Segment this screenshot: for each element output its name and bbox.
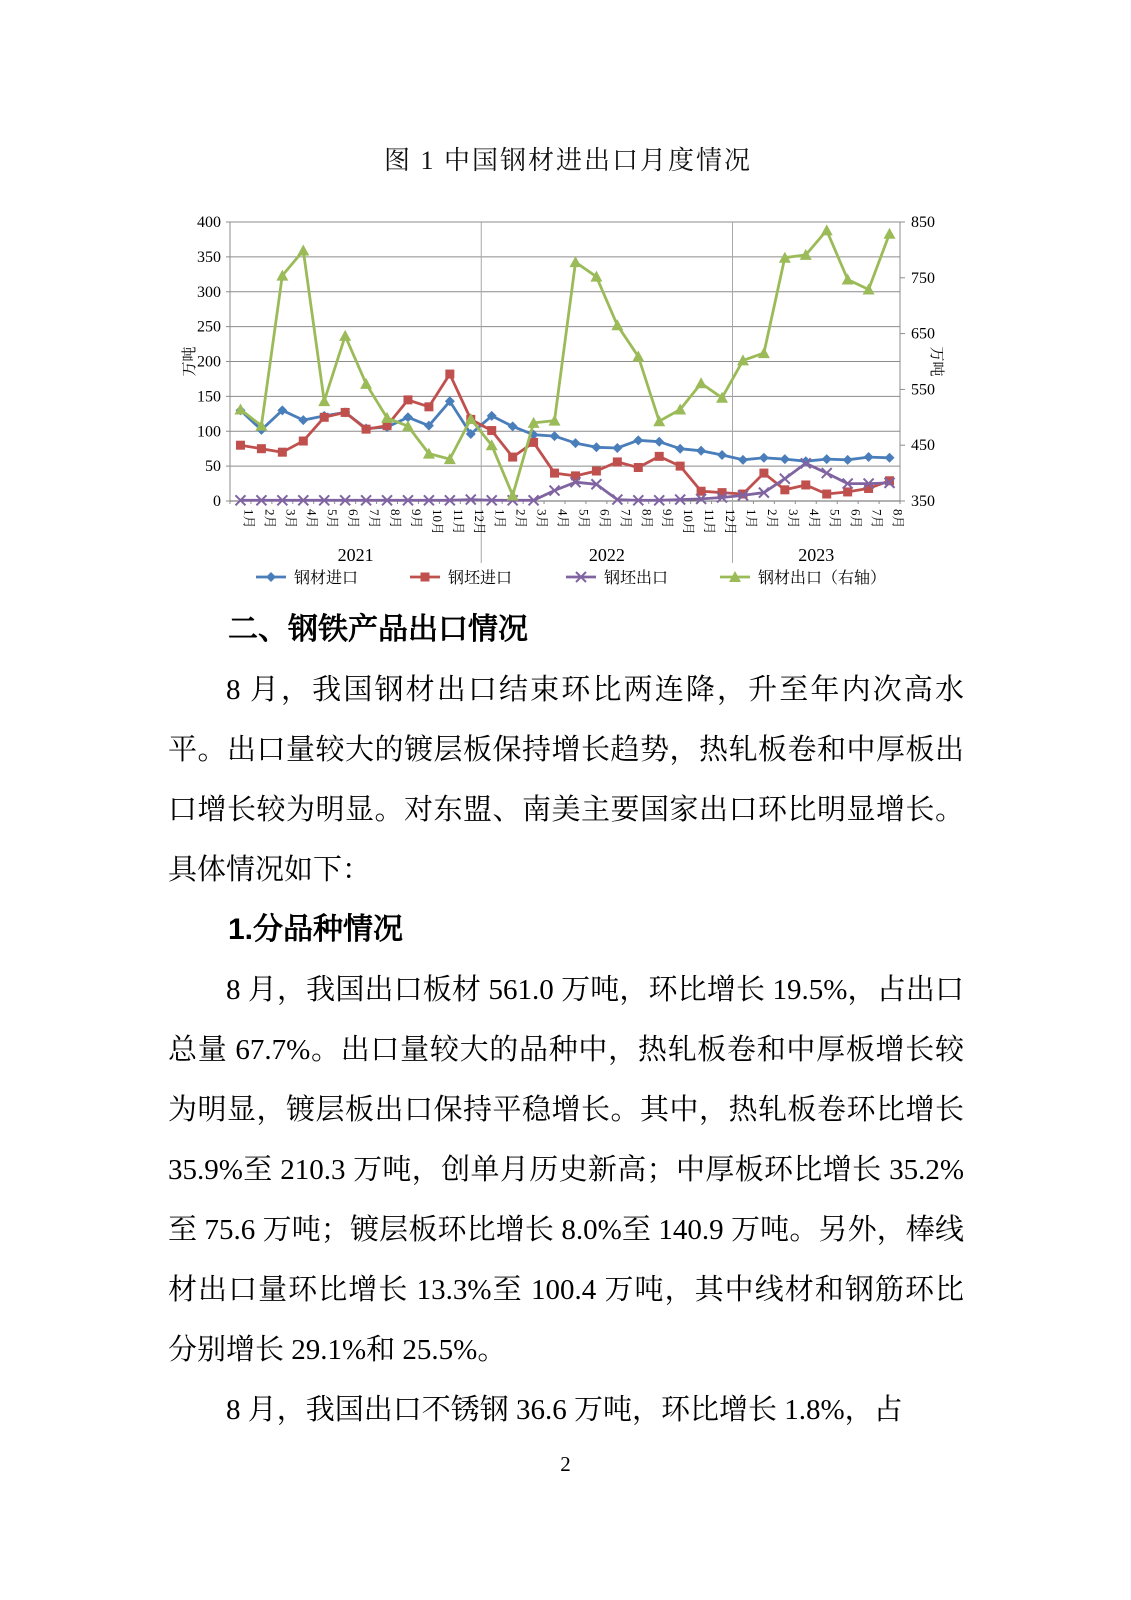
steel-import-export-chart (178, 184, 958, 596)
series-marker (801, 480, 810, 489)
series-marker (403, 395, 412, 404)
series-marker (654, 437, 664, 447)
month-label: 5月 (827, 509, 843, 529)
right-axis-tick-label: 450 (911, 437, 935, 455)
paragraph-by-variety: 8 月，我国出口板材 561.0 万吨，环比增长 19.5%，占出口总量 67.7%。出口量较大的品种中，热轧板卷和中厚板增长较为明显，镀层板出口保持平稳增长。其中，热轧板卷环比增长 35.9%至 210.3 万吨，创单月历史新高；中厚板环比增长 35.2%至 75.6 万吨；镀层板环比增长 8.0%至 140.9 万吨。另外，棒线材出口量环比增长 13.3%至 100.4 万吨，其中线材和钢筋环比分别增长 29.1%和 25.5%。 (168, 974, 964, 1366)
series-marker (696, 446, 706, 456)
figure-title: 图 1 中国钢材进出口月度情况 (383, 146, 752, 175)
month-label: 3月 (283, 509, 299, 529)
left-axis-tick-label: 0 (213, 493, 221, 510)
month-label: 7月 (367, 509, 383, 529)
legend-label: 钢坯进口 (448, 570, 513, 587)
series-marker (780, 485, 789, 494)
month-label: 2月 (764, 509, 780, 529)
paragraph-export-overview: 8 月，我国钢材出口结束环比两连降，升至年内次高水平。出口量较大的镀层板保持增长趋势，热轧板卷和中厚板出口增长较为明显。对东盟、南美主要国家出口环比明显增长。具体情况如下： (168, 674, 964, 886)
month-label: 1月 (743, 509, 759, 529)
month-label: 8月 (890, 509, 906, 529)
month-label: 3月 (785, 509, 801, 529)
series-marker (569, 256, 581, 267)
month-label: 1月 (241, 509, 257, 529)
series-marker (822, 454, 832, 464)
left-axis-tick-label: 350 (197, 248, 221, 266)
series-marker (298, 415, 308, 425)
month-label: 7月 (618, 509, 634, 529)
month-label: 3月 (534, 509, 550, 529)
body-text (168, 600, 964, 1440)
right-axis-tick-label: 650 (911, 325, 935, 343)
series-marker (508, 453, 517, 462)
series-marker (884, 228, 896, 239)
series-marker (759, 453, 769, 463)
series-marker (339, 330, 351, 341)
left-axis-tick-label: 50 (205, 458, 221, 476)
series-marker (592, 467, 601, 476)
month-label: 9月 (660, 509, 676, 529)
legend-label: 钢材进口 (294, 570, 359, 587)
left-axis-tick-label: 300 (197, 283, 221, 301)
month-label: 8月 (388, 509, 404, 529)
month-label: 4月 (304, 509, 320, 529)
left-axis-tick-label: 400 (197, 214, 221, 231)
month-label: 9月 (408, 509, 424, 529)
right-axis-title: 万吨 (928, 346, 944, 377)
series-marker (676, 462, 685, 471)
series-marker (278, 448, 287, 457)
year-label: 2022 (588, 545, 625, 565)
series-marker (759, 469, 768, 478)
series-marker (675, 444, 685, 454)
series-marker (780, 474, 790, 484)
series-marker (550, 431, 560, 441)
month-label: 12月 (723, 509, 739, 536)
month-label: 2月 (513, 509, 529, 529)
series-marker (843, 455, 853, 465)
series-marker (738, 455, 748, 465)
month-label: 2月 (262, 509, 278, 529)
legend-label: 钢材出口（右轴） (758, 570, 887, 587)
month-label: 4月 (555, 509, 571, 529)
series-marker (299, 437, 308, 446)
series-marker (634, 463, 643, 472)
series-marker (821, 224, 833, 235)
series-marker (864, 484, 873, 493)
left-axis-title: 万吨 (182, 346, 198, 377)
month-label: 6月 (346, 509, 362, 529)
series-marker (424, 402, 433, 411)
month-label: 12月 (471, 509, 487, 536)
series-marker (362, 425, 371, 434)
left-axis-tick-label: 100 (197, 423, 221, 441)
right-axis-tick-label: 850 (911, 214, 935, 231)
series-marker (822, 490, 831, 499)
right-axis-tick-label: 350 (911, 493, 935, 510)
series-marker (445, 370, 454, 379)
series-marker (885, 453, 895, 463)
series-marker (695, 377, 707, 388)
series-marker (550, 469, 559, 478)
series-marker (843, 487, 852, 496)
month-label: 5月 (576, 509, 592, 529)
series-marker (487, 426, 496, 435)
legend-marker (266, 572, 276, 582)
series-line (241, 230, 890, 495)
right-axis-tick-label: 550 (911, 381, 935, 399)
month-label: 6月 (848, 509, 864, 529)
month-label: 6月 (597, 509, 613, 529)
series-marker (341, 408, 350, 417)
month-label: 7月 (869, 509, 885, 529)
series-marker (320, 413, 329, 422)
series-marker (591, 442, 601, 452)
series-marker (257, 444, 266, 453)
month-label: 8月 (639, 509, 655, 529)
series-line (241, 374, 890, 494)
legend-label: 钢坯出口 (604, 570, 669, 587)
series-marker (842, 273, 854, 284)
series-marker (570, 438, 580, 448)
series-marker (717, 450, 727, 460)
series-marker (864, 452, 874, 462)
page-number: 2 (560, 1452, 571, 1476)
series-line (241, 463, 890, 500)
series-marker (529, 438, 538, 447)
month-label: 11月 (450, 509, 466, 535)
year-label: 2021 (337, 545, 374, 565)
month-label: 4月 (806, 509, 822, 529)
series-marker (780, 454, 790, 464)
paragraph-stainless: 8 月，我国出口不锈钢 36.6 万吨，环比增长 1.8%，占 (226, 1394, 903, 1426)
series-marker (633, 435, 643, 445)
series-marker (234, 403, 246, 414)
series-marker (613, 457, 622, 466)
series-marker (360, 378, 372, 389)
series-marker (653, 415, 665, 426)
left-axis-tick-label: 250 (197, 318, 221, 336)
series-marker (822, 468, 832, 478)
month-label: 1月 (492, 509, 508, 529)
month-label: 11月 (702, 509, 718, 535)
series-marker (236, 441, 245, 450)
series-marker (655, 452, 664, 461)
legend-marker (421, 573, 430, 582)
section-heading: 二、钢铁产品出口情况 (228, 613, 528, 646)
right-axis-tick-label: 750 (911, 269, 935, 287)
month-label: 10月 (429, 509, 445, 536)
subsection-heading: 1.分品种情况 (228, 913, 404, 946)
series-marker (508, 421, 518, 431)
left-axis-tick-label: 200 (197, 353, 221, 371)
year-label: 2023 (798, 545, 835, 565)
left-axis-tick-label: 150 (197, 388, 221, 406)
series-marker (758, 347, 770, 358)
series-marker (297, 244, 309, 255)
month-label: 10月 (681, 509, 697, 536)
figure-1 (178, 140, 958, 596)
month-label: 5月 (325, 509, 341, 529)
series-marker (611, 319, 623, 330)
series-marker (612, 443, 622, 453)
